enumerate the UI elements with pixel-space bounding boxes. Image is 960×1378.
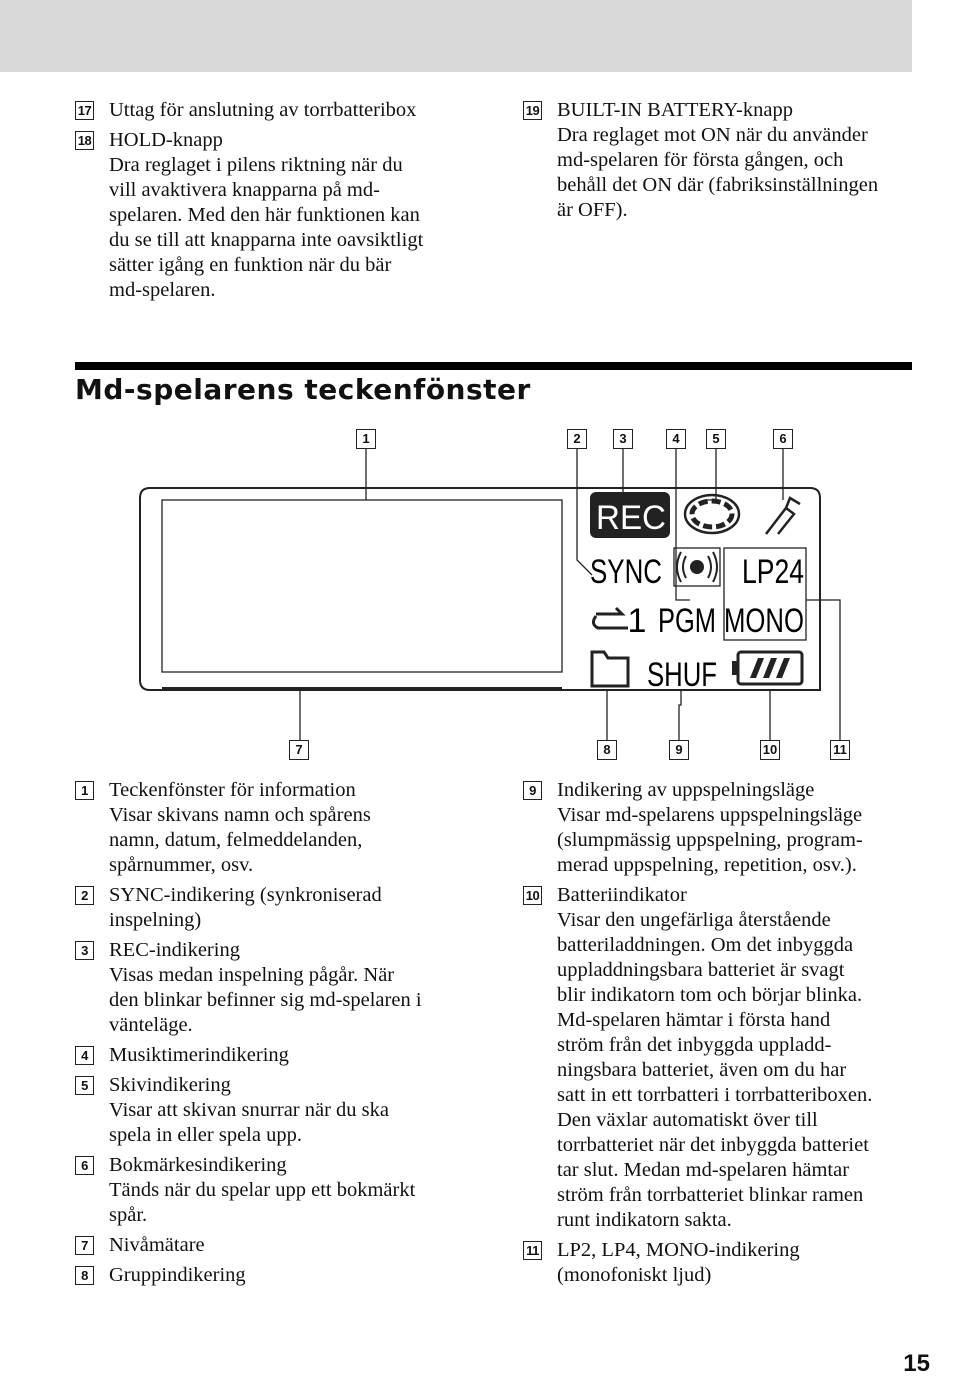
callout-5: 5: [706, 429, 726, 449]
item-heading: Bokmärkesindikering: [109, 1154, 287, 1176]
item-text: Visar att skivan snurrar när du ska: [109, 1099, 389, 1121]
item-text: Tänds när du spelar upp ett bokmärkt: [109, 1179, 416, 1201]
page-number: 15: [903, 1350, 930, 1377]
item-heading: REC-indikering: [109, 939, 240, 961]
item-text: Dra reglaget i pilens riktning när du: [109, 154, 403, 176]
section-title: Md-spelarens teckenfönster: [75, 373, 531, 406]
item-text: ström från torrbatteriet blinkar ramen: [557, 1184, 864, 1206]
item-number-box: 7: [75, 1236, 94, 1255]
item-number-box: 17: [75, 101, 94, 120]
item-text: Visas medan inspelning pågår. När: [109, 964, 395, 986]
item-heading: Batteriindikator: [557, 884, 687, 906]
item-text: spår.: [109, 1204, 148, 1226]
item-heading: Gruppindikering: [109, 1264, 246, 1286]
legend-item: [523, 883, 943, 1233]
item-number-box: 8: [75, 1266, 94, 1285]
item-text: md-spelaren för första gången, och: [557, 149, 844, 171]
item-heading: Teckenfönster för information: [109, 779, 356, 801]
item-heading: LP2, LP4, MONO-indikering: [557, 1239, 800, 1261]
item-number-box: 4: [75, 1046, 94, 1065]
folder-icon: [592, 652, 628, 686]
item-text: Visar den ungefärliga återstående: [557, 909, 831, 931]
bottom-right-column: [523, 778, 943, 1293]
item-text: sätter igång en funktion när du bär: [109, 254, 392, 276]
item-heading: Indikering av uppspelningsläge: [557, 779, 815, 801]
item-text: spårnummer, osv.: [109, 854, 254, 876]
item-text: (slumpmässig uppspelning, program-: [557, 829, 863, 851]
item-text: spela in eller spela upp.: [109, 1124, 302, 1146]
item-text: uppladdningsbara batteriet är svagt: [557, 959, 845, 981]
rec-label: REC: [596, 499, 666, 537]
item-number-box: 5: [75, 1076, 94, 1095]
item-number-box: 19: [523, 101, 542, 120]
legend-item: [523, 1238, 943, 1288]
item-text: är OFF).: [557, 199, 628, 221]
callout-4: 4: [666, 429, 686, 449]
item-text: blir indikatorn tom och börjar blinka.: [557, 984, 863, 1006]
callout-2: 2: [567, 429, 587, 449]
item-text: Visar md-spelarens uppspelningsläge: [557, 804, 863, 826]
legend-item: [75, 1153, 505, 1228]
item-text: vill avaktivera knapparna på md-: [109, 179, 380, 201]
item-text: inspelning): [109, 909, 202, 931]
item-number-box: 11: [523, 1241, 542, 1260]
legend-item: [75, 883, 505, 933]
legend-item: [75, 1043, 505, 1068]
item-text: ström från det inbyggda uppladd-: [557, 1034, 832, 1056]
legend-item: [523, 778, 943, 878]
item-text: Visar skivans namn och spårens: [109, 804, 371, 826]
item-text: Dra reglaget mot ON när du använder: [557, 124, 868, 146]
item-heading: Uttag för anslutning av torrbatteribox: [109, 99, 417, 121]
item-number-box: 6: [75, 1156, 94, 1175]
item-text: md-spelaren.: [109, 279, 216, 301]
legend-item: [75, 1233, 505, 1258]
item-text: den blinkar befinner sig md-spelaren i: [109, 989, 422, 1011]
item-text: (monofoniskt ljud): [557, 1264, 712, 1286]
repeat-one-label: 1: [627, 602, 647, 640]
item-number-box: 2: [75, 886, 94, 905]
item-text: ningsbara batteriet, även om du har: [557, 1059, 847, 1081]
callout-8: 8: [597, 740, 617, 760]
info-window: [162, 500, 562, 672]
callout-7: 7: [289, 740, 309, 760]
item-text: Den växlar automatiskt över till: [557, 1109, 818, 1131]
callout-9: 9: [669, 740, 689, 760]
item-text: spelaren. Med den här funktionen kan: [109, 204, 420, 226]
item-text: satt in ett torrbatteri i torrbatteriboxen.: [557, 1084, 873, 1106]
repeat-icon: [593, 608, 628, 628]
item-text: tar slut. Medan md-spelaren hämtar: [557, 1159, 850, 1181]
disc-icon: [685, 495, 739, 533]
battery-icon: [732, 652, 802, 684]
item-number-box: 1: [75, 781, 94, 800]
item-number-box: 18: [75, 131, 94, 150]
item-text: merad uppspelning, repetition, osv.).: [557, 854, 857, 876]
legend-item: [75, 1263, 505, 1288]
item-heading: BUILT-IN BATTERY-knapp: [557, 99, 793, 121]
item-number-box: 10: [523, 886, 542, 905]
item-text: namn, datum, felmeddelanden,: [109, 829, 363, 851]
music-timer-icon: [677, 552, 717, 582]
callout-3: 3: [613, 429, 633, 449]
item-text: Md-spelaren hämtar i första hand: [557, 1009, 831, 1031]
callout-10: 10: [760, 740, 780, 760]
item-heading: Skivindikering: [109, 1074, 231, 1096]
item-number-box: 9: [523, 781, 542, 800]
item-number-box: 3: [75, 941, 94, 960]
legend-item: [75, 778, 505, 878]
lp-label: LP24: [742, 553, 804, 591]
item-text: behåll det ON där (fabriksinställningen: [557, 174, 879, 196]
pgm-label: PGM: [658, 602, 716, 640]
item-text: runt indikatorn sakta.: [557, 1209, 732, 1231]
bottom-left-column: [75, 778, 505, 1293]
callout-11: 11: [830, 740, 850, 760]
item-heading: Nivåmätare: [109, 1234, 205, 1256]
item-text: torrbatteriet när det inbyggda batteriet: [557, 1134, 869, 1156]
item-text: batteriladdningen. Om det inbyggda: [557, 934, 854, 956]
sync-label: SYNC: [590, 553, 662, 591]
item-text: vänteläge.: [109, 1014, 193, 1036]
legend-item: [75, 1073, 505, 1148]
item-heading: SYNC-indikering (synkroniserad: [109, 884, 382, 906]
mono-label: MONO: [724, 602, 804, 640]
legend-item: [75, 938, 505, 1038]
bookmark-icon: [766, 498, 800, 534]
item-heading: HOLD-knapp: [109, 129, 223, 151]
shuf-label: SHUF: [647, 656, 717, 694]
callout-1: 1: [356, 429, 376, 449]
item-text: du se till att knapparna inte oavsiktligt: [109, 229, 424, 251]
item-heading: Musiktimerindikering: [109, 1044, 289, 1066]
callout-6: 6: [773, 429, 793, 449]
